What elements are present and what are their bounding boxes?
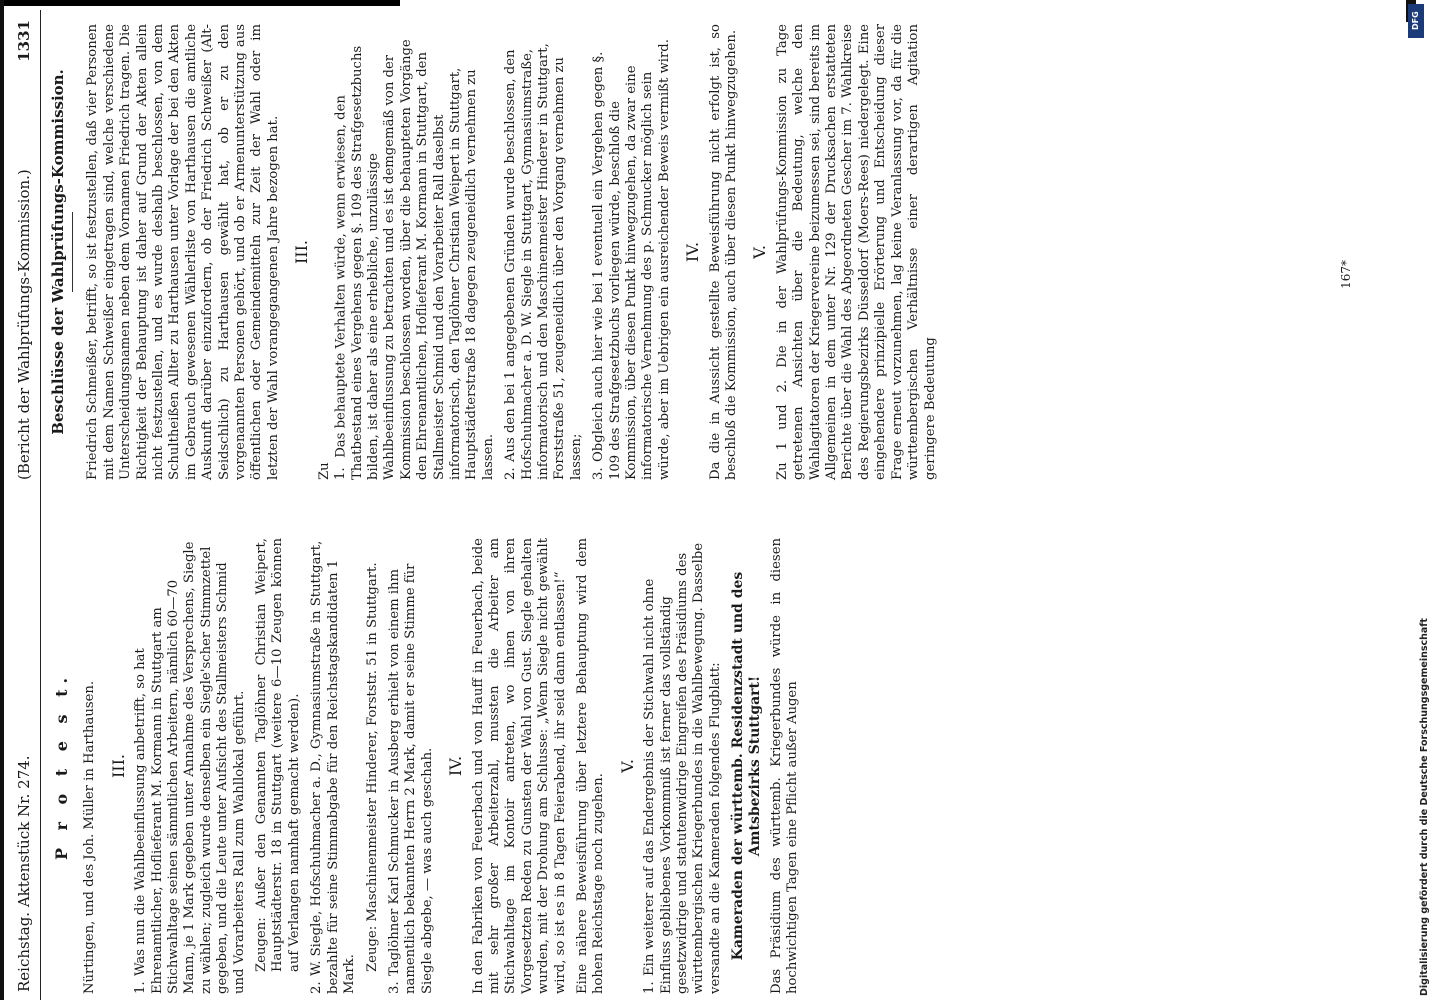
- protest-intro: Nürtingen, und des Joh. Müller in Harthausen.: [82, 680, 98, 994]
- right-column: [46, 24, 945, 480]
- right-section-3-item-1: Zu 1. Das behauptete Verhalten würde, wenn erwiesen, den Thatbestand eines Vergehens gegen §. 109 des Strafgesetzbuchs bilden, ist daher als eine erhebliche, unzulässige Wahlbeeinflussung zu betrachten und es ist demgemäß von der Kommission beschlossen worden, über die behaupteten Vorgänge den Ehrenamtlichen, Hoflieferant M. Kormann in Stuttgart, den Stallmeister Schmid und den Vorarbeiter Rall daselbst informatorisch, den Taglöhner Christian Weipert in Stuttgart, Hauptstädterstraße 18 dagegen zeugeneidlich vernehmen zu lassen.: [316, 39, 496, 480]
- left-section-3-item-2: 2.W. Siegle, Hofschuhmacher a. D., Gymnasiumstraße in Stuttgart, bezahlte für seine Stimmabgabe für den Reichstagskandidaten 1 Mark.: [309, 540, 358, 994]
- title-rule: [72, 212, 73, 292]
- right-section-3-item-2-text: Aus den bei 1 angegebenen Gründen wurde beschlossen, den Hofschuhmacher a. D. W. Siegle in Stuttgart, Gymnasiumstraße, informatorisch und den Maschinenmeister Hinderer in Stuttgart, Forststraße 51, zeugeneidlich über den Vorgang vernehmen zu lassen;: [503, 43, 584, 480]
- left-section-4-text-2: Eine nähere Beweisführung über letztere Behauptung wird dem hohen Reichstage noch zugehen.: [574, 538, 607, 994]
- right-section-4-numeral: IV.: [683, 241, 703, 263]
- left-column: [46, 538, 808, 994]
- left-page-edge: [0, 0, 4, 1000]
- left-section-4-numeral: IV.: [446, 755, 466, 777]
- flugblatt-text: Das Präsidium des württemb. Kriegerbundes würde in diesen hochwichtigen Tagen eine Pflicht außer Augen: [769, 538, 801, 994]
- right-section-4-text: Da die in Aussicht gestellte Beweisführung nicht erfolgt ist, so beschloß die Kommission, auch über diesen Punkt hinwegzugehen.: [707, 24, 740, 480]
- header-left: Reichstag. Aktenstück Nr. 274.: [15, 755, 33, 992]
- right-section-3-item-2: 2.Aus den bei 1 angegebenen Gründen wurde beschlossen, den Hofschuhmacher a. D. W. Siegle in Stuttgart, Gymnasiumstraße, informatorisch und den Maschinenmeister Hinderer in Stuttgart, Forststraße 51, zeugeneidlich über den Vorgang vernehmen zu lassen;: [503, 43, 584, 480]
- right-section-3-item-3-text: Obgleich auch hier wie bei 1 eventuell ein Vergehen gegen §. 109 des Strafgesetzbuchs vorliegen würde, beschloß die Kommission, über diesen Punkt hinwegzugehen, da zwar eine informatorische Vernehmung des p. Schmucker möglich sein würde, aber im Uebrigen ein ausreichender Beweis vermißt wird.: [591, 39, 672, 480]
- right-section-3-item-3: 3.Obgleich auch hier wie bei 1 eventuell ein Vergehen gegen §. 109 des Strafgesetzbuchs vorliegen würde, beschloß die Kommission, über diesen Punkt hinwegzugehen, da zwar eine informatorische Vernehmung des p. Schmucker möglich sein würde, aber im Uebrigen ein ausreichender Beweis vermißt wird.: [591, 39, 672, 480]
- right-intro: Friedrich Schmeißer, betrifft, so ist festzustellen, daß vier Personen mit dem Namen Schweißer eingetragen sind, welche verschiedene Unterscheidungsnamen neben dem Vornamen Friedrich tragen. Die Richtigkeit der Behauptung ist daher auf Grund der Akten allein nicht festzustellen, und es wurde deshalb beschlossen, von dem Schultheißen Allter zu Harthausen unter Vorlage der bei den Akten im Gebrauch gewesenen Wählerliste von Harthausen die amtliche Auskunft darüber einzufordern, ob der Friedrich Schweißer (Alt-Seidschlich) zu Harthausen gewählt hat, ob er zu den vorgenannten Personen gehört, und ob er Armenunterstützung aus öffentlichen oder Gemeindemitteln zur Zeit der Wahl oder im letzten der Wahl vorangegangenen Jahre bezogen hat.: [85, 24, 281, 480]
- left-section-3-numeral: III.: [108, 753, 128, 779]
- page-number: 1331: [15, 20, 33, 62]
- beschluesse-title: Beschlüsse der Wahlprüfungs-Kommission.: [49, 69, 67, 435]
- protest-title: P r o t e s t.: [52, 671, 71, 861]
- digitization-note: Digitalisierung gefördert durch die Deutsche Forschungsgemeinschaft: [1419, 618, 1430, 996]
- left-section-3-item-1: 1.Was nun die Wahlbeeinflussung anbetrifft, so hat Ehrenamtlicher, Hoflieferant M. Kormann in Stuttgart am Stichwahltage seinen sämmtlichen Arbeitern, nämlich 60—70 Mann, je 1 Mark gegeben unter Annahme des Versprechens, Siegle zu wählen; zugleich wurde denselben ein Siegle'scher Stimmzettel gegeben, und die Leute unter Aufsicht des Stallmeisters Schmid und Vorarbeiters Rall zum Wahllokal geführt.: [133, 541, 247, 994]
- left-section-3-item-3-text: Taglöhner Karl Schmucker in Ausberg erhielt von einem ihm namentlich bekannten Herrn 2 Mark, damit er seine Stimme für Siegle abgebe, — was auch geschah.: [386, 563, 435, 994]
- left-section-3-witness-1: Zeugen: Außer den Genannten Taglöhner Christian Weipert, Hauptstädterstr. 18 in Stuttgart (weitere 6—10 Zeugen können auf Verlangen namhaft gemacht werden).: [254, 538, 302, 972]
- left-section-3-witness-2: Zeuge: Maschinenmeister Hinderer, Forststr. 51 in Stuttgart.: [364, 562, 380, 972]
- dfg-logo: DFG: [1408, 4, 1424, 38]
- right-section-5-text: Zu 1 und 2. Die in der Wahlprüfungs-Kommission zu Tage getretenen Ansichten über die Bedeutung, welche den Wahlagitatoren der Kriegervereine beizumessen sei, sind bereits im Allgemeinen in dem unter Nr. 129 der Drucksachen erstatteten Berichte über die Wahl des Abgeordneten Gescher im 7. Wahlkreise des Regierungsbezirks Düsseldorf (Moers-Rees) niedergelegt. Eine eingehendere prinzipielle Erörterung und Entscheidung dieser Frage erneut vorzunehmen, lag keine Veranlassung vor, da für die württembergischen Verhältnisse einer derartigen Agitation geringere Bedeutung: [774, 24, 938, 480]
- top-rule: [0, 0, 400, 6]
- rotated-page: [10, 10, 1400, 1000]
- left-section-3-item-1-text: Was nun die Wahlbeeinflussung anbetrifft, so hat Ehrenamtlicher, Hoflieferant M. Kormann in Stuttgart am Stichwahltage seinen sämmtlichen Arbeitern, nämlich 60—70 Mann, je 1 Mark gegeben unter Annahme des Versprechens, Siegle zu wählen; zugleich wurde denselben ein Siegle'scher Stimmzettel gegeben, und die Leute unter Aufsicht des Stallmeisters Schmid und Vorarbeiters Rall zum Wahllokal geführt.: [133, 541, 247, 994]
- left-section-4-text: In den Fabriken von Feuerbach und von Hauff in Feuerbach, beide mit sehr großer Arbeiterzahl, mussten die Arbeiter am Stichwahltage im Kontoir antreten, wo ihnen von ihren Vorgesetzten Reden zu Gunsten der Wahl von Gust. Siegle gehalten wurden, mit der Drohung am Schlusse: „Wenn Siegle nicht gewählt wird, so ist es in 8 Tagen Feierabend, ihr seid dann entlassen!“: [470, 538, 568, 994]
- left-section-5-numeral: V.: [617, 759, 637, 773]
- signature-number: 167*: [1338, 260, 1353, 289]
- right-section-3-item-1-text: Das behauptete Verhalten würde, wenn erwiesen, den Thatbestand eines Vergehens gegen §. 109 des Strafgesetzbuchs bilden, ist daher als eine erhebliche, unzulässige Wahlbeeinflussung zu betrachten und es ist demgemäß von der Kommission beschlossen worden, über die behaupteten Vorgänge den Ehrenamtlichen, Hoflieferant M. Kormann in Stuttgart, den Stallmeister Schmid und den Vorarbeiter Rall daselbst informatorisch, den Taglöhner Christian Weipert in Stuttgart, Hauptstädterstraße 18 dagegen zeugeneidlich vernehmen zu lassen.: [333, 39, 496, 480]
- header-middle: (Bericht der Wahlprüfungs-Kommission.): [15, 169, 33, 480]
- right-section-5-numeral: V.: [750, 245, 770, 259]
- left-section-5-item-1-text: Ein weiterer auf das Endergebnis der Stichwahl nicht ohne Einfluss gebliebenes Vorkommniß ist ferner das vollständig gesetzwidrige und statutenwidrige Eingreifen des Präsidiums des württembergischen Kriegerbundes in die Wahlbewegung. Dasselbe versandte an die Kameraden folgendes Flugblatt:: [642, 542, 723, 994]
- left-section-3-item-3: 3.Taglöhner Karl Schmucker in Ausberg erhielt von einem ihm namentlich bekannten Herrn 2 Mark, damit er seine Stimme für Siegle abgebe, — was auch geschah.: [386, 563, 435, 994]
- right-section-3-numeral: III.: [292, 239, 312, 265]
- page-header: [10, 10, 41, 1000]
- left-section-5-item-1: 1.Ein weiterer auf das Endergebnis der Stichwahl nicht ohne Einfluss gebliebenes Vorkommniß ist ferner das vollständig gesetzwidrige und statutenwidrige Eingreifen des Präsidiums des württembergischen Kriegerbundes in die Wahlbewegung. Dasselbe versandte an die Kameraden folgendes Flugblatt:: [642, 542, 723, 994]
- flugblatt-title: Kameraden der württemb. Residenzstadt und des Amtsbezirks Stuttgart!: [730, 571, 763, 961]
- left-section-3-item-2-text: W. Siegle, Hofschuhmacher a. D., Gymnasiumstraße in Stuttgart, bezahlte für seine Stimmabgabe für den Reichstagskandidaten 1 Mark.: [309, 540, 358, 994]
